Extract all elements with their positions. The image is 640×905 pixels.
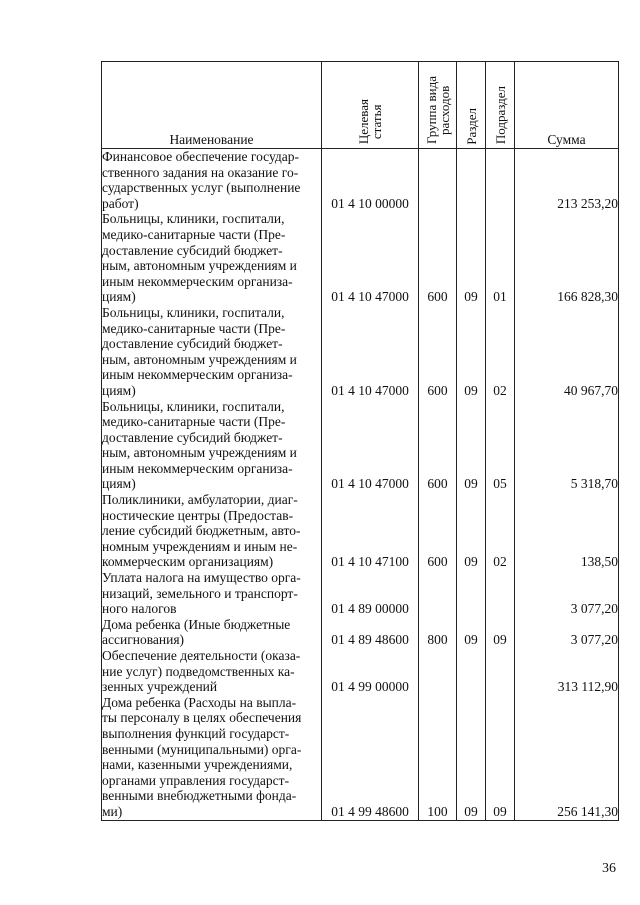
table-row — [102, 695, 619, 820]
cell-section: 09 — [457, 305, 486, 399]
header-group-label: Группа вида расходов — [423, 76, 452, 145]
cell-section: 09 — [457, 695, 486, 820]
table-row — [102, 617, 619, 648]
page-number: 36 — [602, 861, 616, 876]
header-section-label: Раздел — [463, 107, 479, 145]
cell-name: Финансовое обеспечение государ- ственного задания на оказание го- сударственных услуг (выполнение работ) — [102, 149, 322, 212]
cell-name: Уплата налога на имущество орга- низаций, земельного и транспорт- ного налогов — [102, 570, 322, 617]
cell-group — [419, 648, 457, 695]
cell-subsection: 05 — [486, 399, 515, 493]
cell-name: Дома ребенка (Иные бюджетные ассигнования) — [102, 617, 322, 648]
table-header-row — [102, 62, 619, 149]
cell-target: 01 4 10 47000 — [322, 305, 419, 399]
cell-sum: 256 141,30 — [515, 695, 619, 820]
table-row — [102, 648, 619, 695]
table-row — [102, 305, 619, 399]
cell-target: 01 4 89 00000 — [322, 570, 419, 617]
cell-sum: 138,50 — [515, 492, 619, 570]
cell-group: 600 — [419, 211, 457, 305]
cell-section: 09 — [457, 492, 486, 570]
cell-name: Дома ребенка (Расходы на выпла- ты персоналу в целях обеспечения выполнения функций государст- венными (муниципальными) орга- нами, казенными учреждениями, органами управления государст- венными внебюджетными фонда- ми) — [102, 695, 322, 820]
cell-target: 01 4 89 48600 — [322, 617, 419, 648]
cell-section: 09 — [457, 617, 486, 648]
cell-section — [457, 570, 486, 617]
cell-section: 09 — [457, 399, 486, 493]
cell-subsection — [486, 149, 515, 212]
cell-target: 01 4 10 00000 — [322, 149, 419, 212]
cell-target: 01 4 10 47000 — [322, 211, 419, 305]
cell-sum: 213 253,20 — [515, 149, 619, 212]
table-row — [102, 211, 619, 305]
header-subsection-label: Подраздел — [492, 86, 508, 145]
cell-sum: 5 318,70 — [515, 399, 619, 493]
table-row — [102, 399, 619, 493]
cell-subsection: 02 — [486, 305, 515, 399]
cell-section: 09 — [457, 211, 486, 305]
cell-target: 01 4 10 47100 — [322, 492, 419, 570]
cell-target: 01 4 99 00000 — [322, 648, 419, 695]
cell-group: 600 — [419, 399, 457, 493]
header-target-article — [322, 62, 419, 149]
table-row — [102, 492, 619, 570]
cell-section — [457, 648, 486, 695]
cell-sum: 313 112,90 — [515, 648, 619, 695]
cell-subsection: 09 — [486, 695, 515, 820]
cell-group: 800 — [419, 617, 457, 648]
header-subsection — [486, 62, 515, 149]
header-section — [457, 62, 486, 149]
cell-group — [419, 570, 457, 617]
header-sum: Сумма — [515, 62, 619, 149]
cell-name: Больницы, клиники, госпитали, медико-санитарные части (Пре- доставление субсидий бюджет- ным, автономным учреждениям и иным некоммерческим организа- циям) — [102, 399, 322, 493]
cell-group — [419, 149, 457, 212]
cell-subsection — [486, 570, 515, 617]
cell-section — [457, 149, 486, 212]
cell-target: 01 4 99 48600 — [322, 695, 419, 820]
cell-group: 100 — [419, 695, 457, 820]
header-target-label: Целевая статья — [356, 99, 384, 145]
cell-group: 600 — [419, 305, 457, 399]
cell-target: 01 4 10 47000 — [322, 399, 419, 493]
cell-subsection: 09 — [486, 617, 515, 648]
table-row — [102, 149, 619, 212]
cell-sum: 3 077,20 — [515, 570, 619, 617]
cell-group: 600 — [419, 492, 457, 570]
cell-sum: 40 967,70 — [515, 305, 619, 399]
table-row — [102, 570, 619, 617]
cell-name: Поликлиники, амбулатории, диаг- ностические центры (Предостав- ление субсидий бюджетным, авто- номным учреждениям и иным не- коммерческим организациям) — [102, 492, 322, 570]
cell-sum: 166 828,30 — [515, 211, 619, 305]
cell-sum: 3 077,20 — [515, 617, 619, 648]
cell-subsection: 01 — [486, 211, 515, 305]
cell-subsection: 02 — [486, 492, 515, 570]
cell-subsection — [486, 648, 515, 695]
cell-name: Обеспечение деятельности (оказа- ние услуг) подведомственных ка- зенных учреждений — [102, 648, 322, 695]
header-expense-group — [419, 62, 457, 149]
cell-name: Больницы, клиники, госпитали, медико-санитарные части (Пре- доставление субсидий бюджет- ным, автономным учреждениям и иным некоммерческим организа- циям) — [102, 211, 322, 305]
cell-name: Больницы, клиники, госпитали, медико-санитарные части (Пре- доставление субсидий бюджет- ным, автономным учреждениям и иным некоммерческим организа- циям) — [102, 305, 322, 399]
budget-table — [101, 61, 619, 821]
header-name: Наименование — [102, 62, 322, 149]
